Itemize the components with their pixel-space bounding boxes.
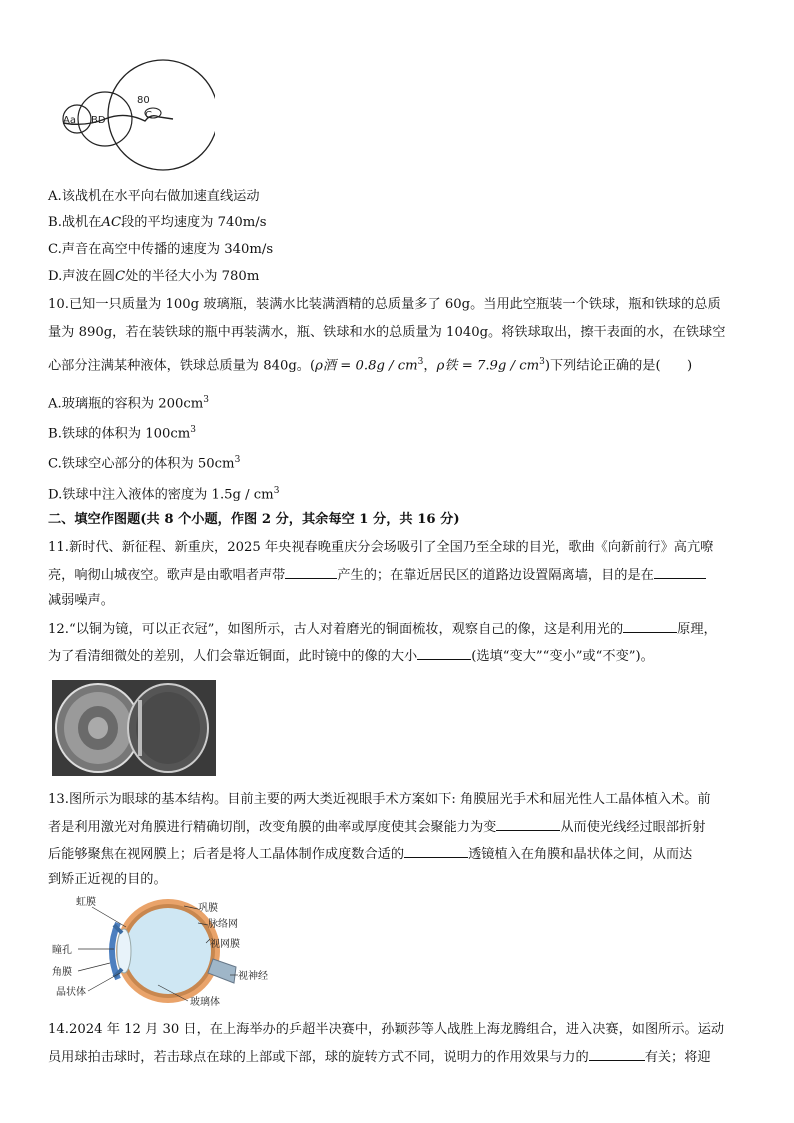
label-jiaomo: 角膜 (52, 967, 72, 978)
q13-line-2: 者是利用激光对角膜进行精确切削，改变角膜的曲率或厚度使其会聚能力为变 从而使光线经过眼部折射 (48, 816, 705, 838)
q10-option-a: A.玻璃瓶的容积为 $200cm^3$ (48, 395, 210, 412)
q11-line-1: 11.新时代、新征程、新重庆，2025 年央视春晚重庆分会场吸引了全国乃至全球的目光，歌曲《向新前行》高亢嘹 (48, 540, 714, 555)
label-shishenjing: 视神经 (238, 971, 268, 982)
label-shiwangmo: 视网膜 (210, 939, 240, 950)
section-2-header: 二、填空作图题(共 8 个小题，作图 2 分，其余每空 1 分，共 16 分) (48, 512, 460, 527)
q10-line-3: 心部分注满某种液体，铁球总质量为 840g。(ρ酒 = $0.8g / cm^3$，ρ铁 = $7.9g / cm^3$)下列结论正确的是( ) (48, 357, 693, 374)
label-bolit: 玻璃体 (190, 997, 220, 1008)
q12-blank-2[interactable] (417, 645, 471, 660)
q11-line-2: 亮，响彻山城夜空。歌声是由歌唱者声带 产生的；在靠近居民区的道路边设置隔离墙，目的是在 (48, 564, 706, 586)
label-hongmo: 虹膜 (76, 897, 96, 908)
q10-line-1: 10.已知一只质量为 100g 玻璃瓶，装满水比装满酒精的总质量多了 60g。当用此空瓶装一个铁球，瓶和铁球的总质 (48, 297, 721, 312)
label-tongkong: 瞳孔 (52, 945, 72, 956)
q9-option-a: A.该战机在水平向右做加速直线运动 (48, 189, 260, 204)
label-jingzhuangti: 晶状体 (56, 987, 86, 998)
q12-line-2: 为了看清细微处的差别，人们会靠近铜面，此时镜中的像的大小 (选填“变大”“变小”或“不变”)。 (48, 645, 654, 667)
q12-line-1: 12.“以铜为镜，可以正衣冠”，如图所示，古人对着磨光的铜面梳妆，观察自己的像，这是利用光的 原理， (48, 618, 717, 640)
label-b: BD (91, 115, 106, 126)
q14-line-2: 员用球拍击球时，若击球点在球的上部或下部，球的旋转方式不同，说明力的作用效果与力的 有关；将迎 (48, 1046, 711, 1068)
sound-wave-circles-figure (55, 55, 215, 175)
q11-blank-2[interactable] (654, 564, 706, 579)
q10-option-b: B.铁球的体积为 $100cm^3$ (48, 425, 196, 442)
q10-option-c: C.铁球空心部分的体积为 $50cm^3$ (48, 455, 241, 472)
label-a: Aa (63, 115, 76, 126)
q9-option-d: D.声波在圆C处的半径大小为 780m (48, 269, 260, 284)
q9-option-c: C.声音在高空中传播的速度为 340m/s (48, 242, 274, 257)
q11-line-3: 减弱噪声。 (48, 593, 114, 608)
q13-line-4: 到矫正近视的目的。 (48, 872, 167, 887)
label-angle: 80 (137, 95, 150, 106)
label-maoluomo: 脉络网 (208, 919, 238, 930)
q11-blank-1[interactable] (285, 564, 337, 579)
q12-blank-1[interactable] (623, 618, 677, 633)
q13-line-1: 13.图所示为眼球的基本结构。目前主要的两大类近视眼手术方案如下: 角膜屈光手术和屈光性人工晶体植入术。前 (48, 792, 711, 807)
q14-line-1: 14.2024 年 12 月 30 日，在上海举办的乒超半决赛中，孙颖莎等人战胜上海龙腾组合，进入决赛，如图所示。运动 (48, 1022, 725, 1037)
q10-option-d: D.铁球中注入液体的密度为 $1.5g / cm^3$ (48, 486, 280, 503)
label-gongmo: 巩膜 (198, 903, 218, 914)
bronze-mirror-photo (52, 680, 216, 776)
eye-structure-diagram (48, 893, 278, 1011)
q13-line-3: 后能够聚焦在视网膜上；后者是将人工晶体制作成度数合适的 透镜植入在角膜和晶状体之间，从而达 (48, 843, 692, 865)
q10-line-2: 量为 890g，若在装铁球的瓶中再装满水，瓶、铁球和水的总质量为 1040g。将铁球取出，擦干表面的水，在铁球空 (48, 325, 726, 340)
q13-blank-2[interactable] (404, 843, 468, 858)
q9-option-b: B.战机在AC段的平均速度为 740m/s (48, 215, 267, 230)
q13-blank-1[interactable] (496, 816, 560, 831)
q14-blank-1[interactable] (589, 1046, 645, 1061)
label-c: C (145, 110, 152, 121)
